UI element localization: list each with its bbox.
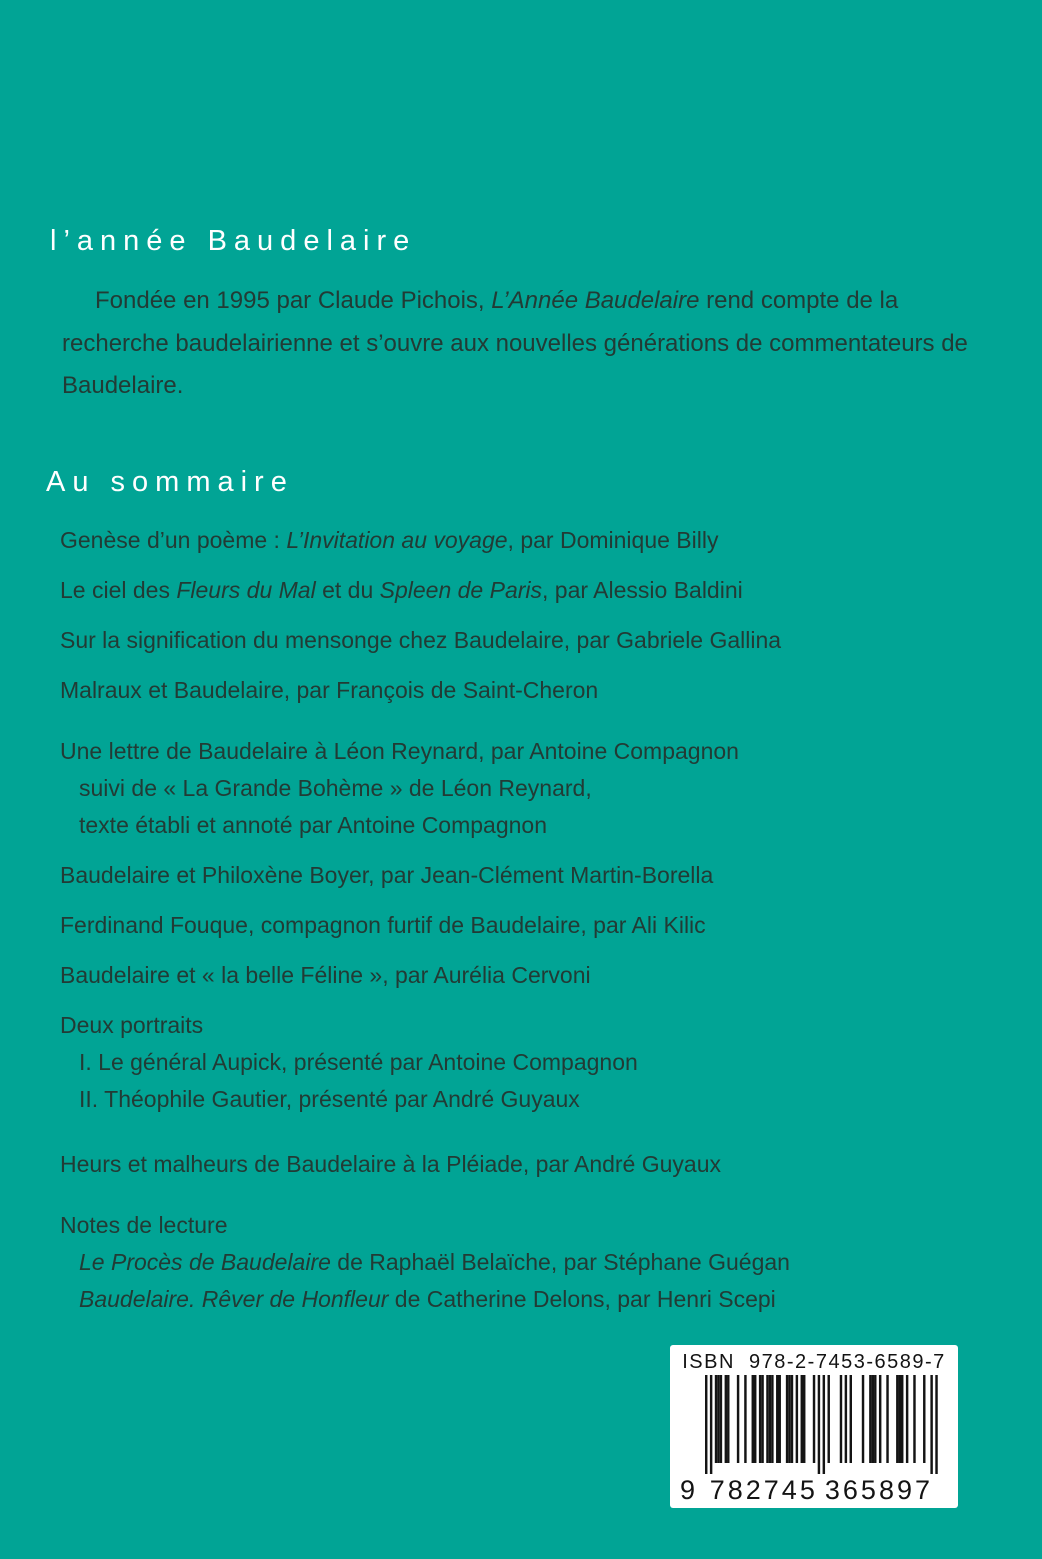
text-segment: texte établi et annoté par Antoine Compagnon xyxy=(79,812,548,838)
text-segment: Fondée en 1995 par Claude Pichois, xyxy=(95,287,492,314)
text-segment: Une lettre de Baudelaire à Léon Reynard, par Antoine Compagnon xyxy=(60,738,739,764)
italic-text-segment: L’Invitation au voyage xyxy=(286,527,508,553)
sommaire-item xyxy=(60,1012,990,1039)
text-segment: II. Théophile Gautier, présenté par André Guyaux xyxy=(79,1086,580,1112)
italic-text-segment: Le Procès de Baudelaire xyxy=(79,1249,331,1275)
text-segment: Deux portraits xyxy=(60,1012,204,1038)
text-segment: Baudelaire et « la belle Féline », par Aurélia Cervoni xyxy=(60,962,591,988)
text-segment: Sur la signification du mensonge chez Baudelaire, par Gabriele Gallina xyxy=(60,627,782,653)
text-segment: Malraux et Baudelaire, par François de Saint-Cheron xyxy=(60,677,599,703)
sommaire-item xyxy=(60,1249,990,1276)
text-segment: rend compte de la recherche baudelairienne et s’ouvre aux nouvelles générations de commentateurs de Baudelaire. xyxy=(62,287,968,400)
italic-text-segment: Baudelaire. Rêver de Honfleur xyxy=(79,1286,389,1312)
barcode-icon xyxy=(679,1375,949,1503)
svg-text:782745: 782745 xyxy=(709,1475,818,1503)
text-segment: de Catherine Delons, par Henri Scepi xyxy=(388,1286,776,1312)
sommaire-item xyxy=(60,577,990,604)
text-segment: de Raphaël Belaïche, par Stéphane Guégan xyxy=(330,1249,790,1275)
italic-text-segment: L’Année Baudelaire xyxy=(491,287,700,314)
sommaire-item xyxy=(60,862,990,889)
text-segment: I. Le général Aupick, présenté par Antoine Compagnon xyxy=(79,1049,638,1075)
svg-text:365897: 365897 xyxy=(824,1475,934,1503)
sommaire-item xyxy=(60,1286,990,1313)
svg-text:9: 9 xyxy=(679,1475,699,1503)
sommaire-item xyxy=(60,812,990,839)
sommaire-item xyxy=(60,527,990,554)
sommaire-item xyxy=(60,775,990,802)
sommaire-item xyxy=(60,1049,990,1076)
sommaire-item xyxy=(60,1151,990,1178)
italic-text-segment: Fleurs du Mal xyxy=(176,577,316,603)
text-segment: Genèse d’un poème : xyxy=(60,527,287,553)
text-segment: Le ciel des xyxy=(60,577,177,603)
sommaire-item xyxy=(60,677,990,704)
sommaire-item xyxy=(60,1086,990,1113)
text-segment: et du xyxy=(315,577,380,603)
journal-title: l’année Baudelaire xyxy=(50,225,417,257)
sommaire-item xyxy=(60,627,990,654)
text-segment: Ferdinand Fouque, compagnon furtif de Baudelaire, par Ali Kilic xyxy=(60,912,706,938)
sommaire-item xyxy=(60,1212,990,1239)
isbn-barcode xyxy=(670,1345,958,1508)
text-segment: Notes de lecture xyxy=(60,1212,228,1238)
sommaire-item xyxy=(60,912,990,939)
text-segment: , par Dominique Billy xyxy=(507,527,719,553)
text-segment: Heurs et malheurs de Baudelaire à la Pléiade, par André Guyaux xyxy=(60,1151,722,1177)
sommaire-heading: Au sommaire xyxy=(46,466,294,498)
sommaire-list xyxy=(60,527,990,1313)
sommaire-item xyxy=(60,962,990,989)
intro-paragraph xyxy=(62,280,972,408)
isbn-label: ISBN 978-2-7453-6589-7 xyxy=(682,1351,946,1373)
text-segment: , par Alessio Baldini xyxy=(542,577,743,603)
italic-text-segment: Spleen de Paris xyxy=(379,577,543,603)
text-segment: suivi de « La Grande Bohème » de Léon Reynard, xyxy=(79,775,592,801)
sommaire-item xyxy=(60,738,990,765)
text-segment: Baudelaire et Philoxène Boyer, par Jean-Clément Martin-Borella xyxy=(60,862,714,888)
